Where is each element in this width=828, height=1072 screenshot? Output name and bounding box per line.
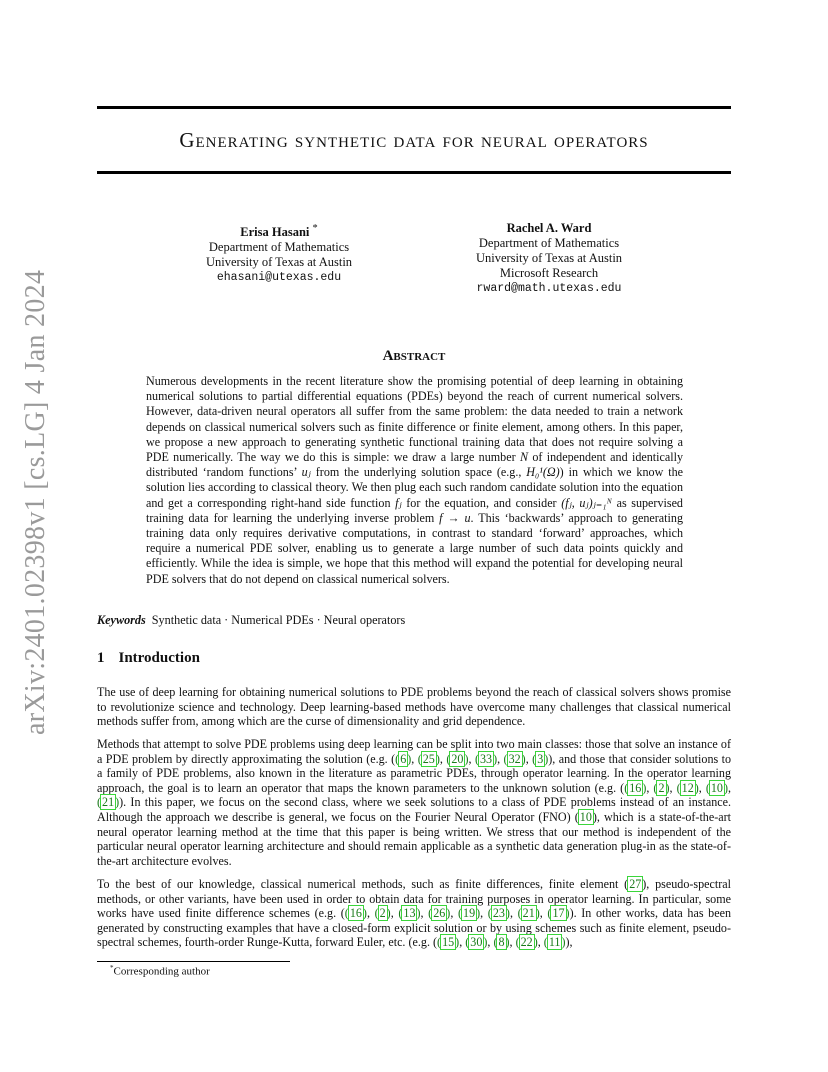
citation-link[interactable]: 23 — [492, 906, 505, 921]
citation-link[interactable]: 16 — [349, 906, 362, 921]
author-department: Department of Mathematics — [208, 240, 350, 255]
author-department: Department of Mathematics — [478, 236, 620, 250]
citation-link[interactable]: 16 — [629, 780, 642, 795]
author-affiliation: University of Texas at Austin — [475, 251, 623, 265]
citation-link[interactable]: 30 — [470, 935, 483, 950]
citation-link[interactable]: 32 — [508, 751, 521, 766]
citation-link[interactable]: 8 — [498, 935, 505, 950]
citation-link[interactable]: 11 — [548, 935, 561, 950]
title-rule-bottom — [97, 171, 731, 174]
citation-link[interactable]: 10 — [579, 809, 592, 824]
author-footnote-mark: * — [312, 223, 318, 234]
footnote-rule — [97, 961, 290, 962]
citation-link[interactable]: 3 — [537, 751, 544, 766]
intro-paragraph-3: To the best of our knowledge, classical numerical methods, such as finite differences, finite element (27), pseudo-spectral methods, or other variants, have been used in order to obtain data for training purposes in operator learning. In particular, some works have used finite difference schemes (e.g. ((16), (2), (13), (26), (19), (23), (21), (17)). In other works, data has been generated by constructing examples that have a closed-form explicit solution or by using schemes such as finite element, pseudo-spectral schemes, fourth-order Runge-Kutta, forward Euler, etc. (e.g. ((15), (30), (8), (22), (11)), — [97, 877, 732, 950]
keywords-line — [97, 613, 731, 628]
citation-link[interactable]: 22 — [520, 935, 533, 950]
citation-link[interactable]: 2 — [379, 906, 386, 921]
citation-link[interactable]: 25 — [422, 751, 435, 766]
author-email[interactable]: rward@math.utexas.edu — [476, 282, 622, 295]
title-rule-top — [97, 106, 731, 109]
citation-link[interactable]: 6 — [400, 751, 407, 766]
citation-link[interactable]: 10 — [710, 780, 723, 795]
abstract-heading: Abstract — [382, 348, 446, 364]
citation-link[interactable]: 15 — [442, 935, 455, 950]
citation-link[interactable]: 19 — [463, 906, 476, 921]
citation-link[interactable]: 17 — [552, 906, 565, 921]
citation-link[interactable]: 20 — [451, 751, 464, 766]
citation-link[interactable]: 12 — [681, 780, 694, 795]
citation-link[interactable]: 13 — [403, 906, 416, 921]
keywords-text: Synthetic data · Numerical PDEs · Neural operators — [151, 613, 406, 627]
section-heading-introduction: 1 Introduction — [97, 650, 200, 666]
author-block-2 — [429, 221, 669, 296]
citation-link[interactable]: 33 — [479, 751, 493, 766]
citation-link[interactable]: 21 — [522, 906, 535, 921]
citation-link[interactable]: 21 — [102, 795, 115, 810]
arxiv-side-stamp: arXiv:2401.02398v1 [cs.LG] 4 Jan 2024 — [20, 269, 51, 735]
author-block-1 — [159, 221, 399, 285]
author-email[interactable]: ehasani@utexas.edu — [216, 271, 342, 285]
citation-link[interactable]: 26 — [433, 906, 446, 921]
author-name: Rachel A. Ward — [506, 221, 592, 235]
author-name: Erisa Hasani — [240, 225, 310, 240]
paper-title: Generating synthetic data for neural operators — [179, 128, 649, 152]
footnote: *Corresponding author — [110, 964, 210, 978]
intro-paragraph-2: Methods that attempt to solve PDE problems using deep learning can be split into two main classes: those that solve an instance of a PDE problem by directly approximating the solution (e.g. ((6), (25), (20), (33), (32), (3)), and those that consider solutions to a family of PDE problems, also known in the literature as parametric PDEs, through operator learning. In the operator learning approach, the goal is to learn an operator that maps the known parameters to the unknown solution (e.g. ((16), (2), (12), (10), (21)). In this paper, we focus on the second class, where we seek solutions to a class of PDE problems instead of an instance. Although the approach we describe is general, we focus on the Fourier Neural Operator (FNO) (10), which is a state-of-the-art neural operator learning method at the time that this paper is being written. We stress that our method is independent of the particular neural operator learning architecture and should remain applicable as a synthetic data generation plug-in as the state-of-the-art architecture evolves. — [97, 737, 732, 868]
citation-link[interactable]: 27 — [629, 877, 642, 891]
keywords-label: Keywords — [97, 613, 146, 627]
abstract-text: Numerous developments in the recent literature show the promising potential of deep learning in obtaining numerical solutions to partial differential equations (PDEs) beyond the reach of current numerical solvers. However, data-driven neural operators all suffer from the same problem: the data needed to train a network depends on classical numerical solvers such as finite difference or finite element, among others. In this paper, we propose a new approach to generating synthetic functional training data that does not require solving a PDE numerically. The way we do this is simple: we draw a large number N of independent and identically distributed ‘random functions’ uⱼ from the underlying solution space (e.g., H₀¹(Ω)) in which we know the solution lies according to classical theory. We then plug each such random candidate solution into the equation and get a corresponding right-hand side function fⱼ for the equation, and consider (fⱼ, uⱼ)ⱼ₌₁ᴺ as supervised training data for learning the underlying inverse problem f → u. This ‘backwards’ approach to generating training data only requires derivative computations, in contrast to standard ‘forward’ approaches, which require a numerical PDE solver, enabling us to generate a large number of such data points quickly and efficiently. While the idea is simple, we hope that this method will expand the potential for developing neural PDE solvers that do not depend on classical numerical solvers. — [146, 374, 683, 586]
intro-paragraph-1: The use of deep learning for obtaining numerical solutions to PDE problems beyond the reach of classical solvers shows promise to revolutionize science and technology. Deep learning-based methods have overcome many challenges that classical numerical methods suffer from, among which are the curse of dimensionality and grid dependence. — [97, 685, 731, 729]
author-affiliation: University of Texas at Austin — [205, 255, 353, 270]
author-affiliation-2: Microsoft Research — [499, 266, 599, 280]
citation-link[interactable]: 2 — [658, 780, 665, 795]
